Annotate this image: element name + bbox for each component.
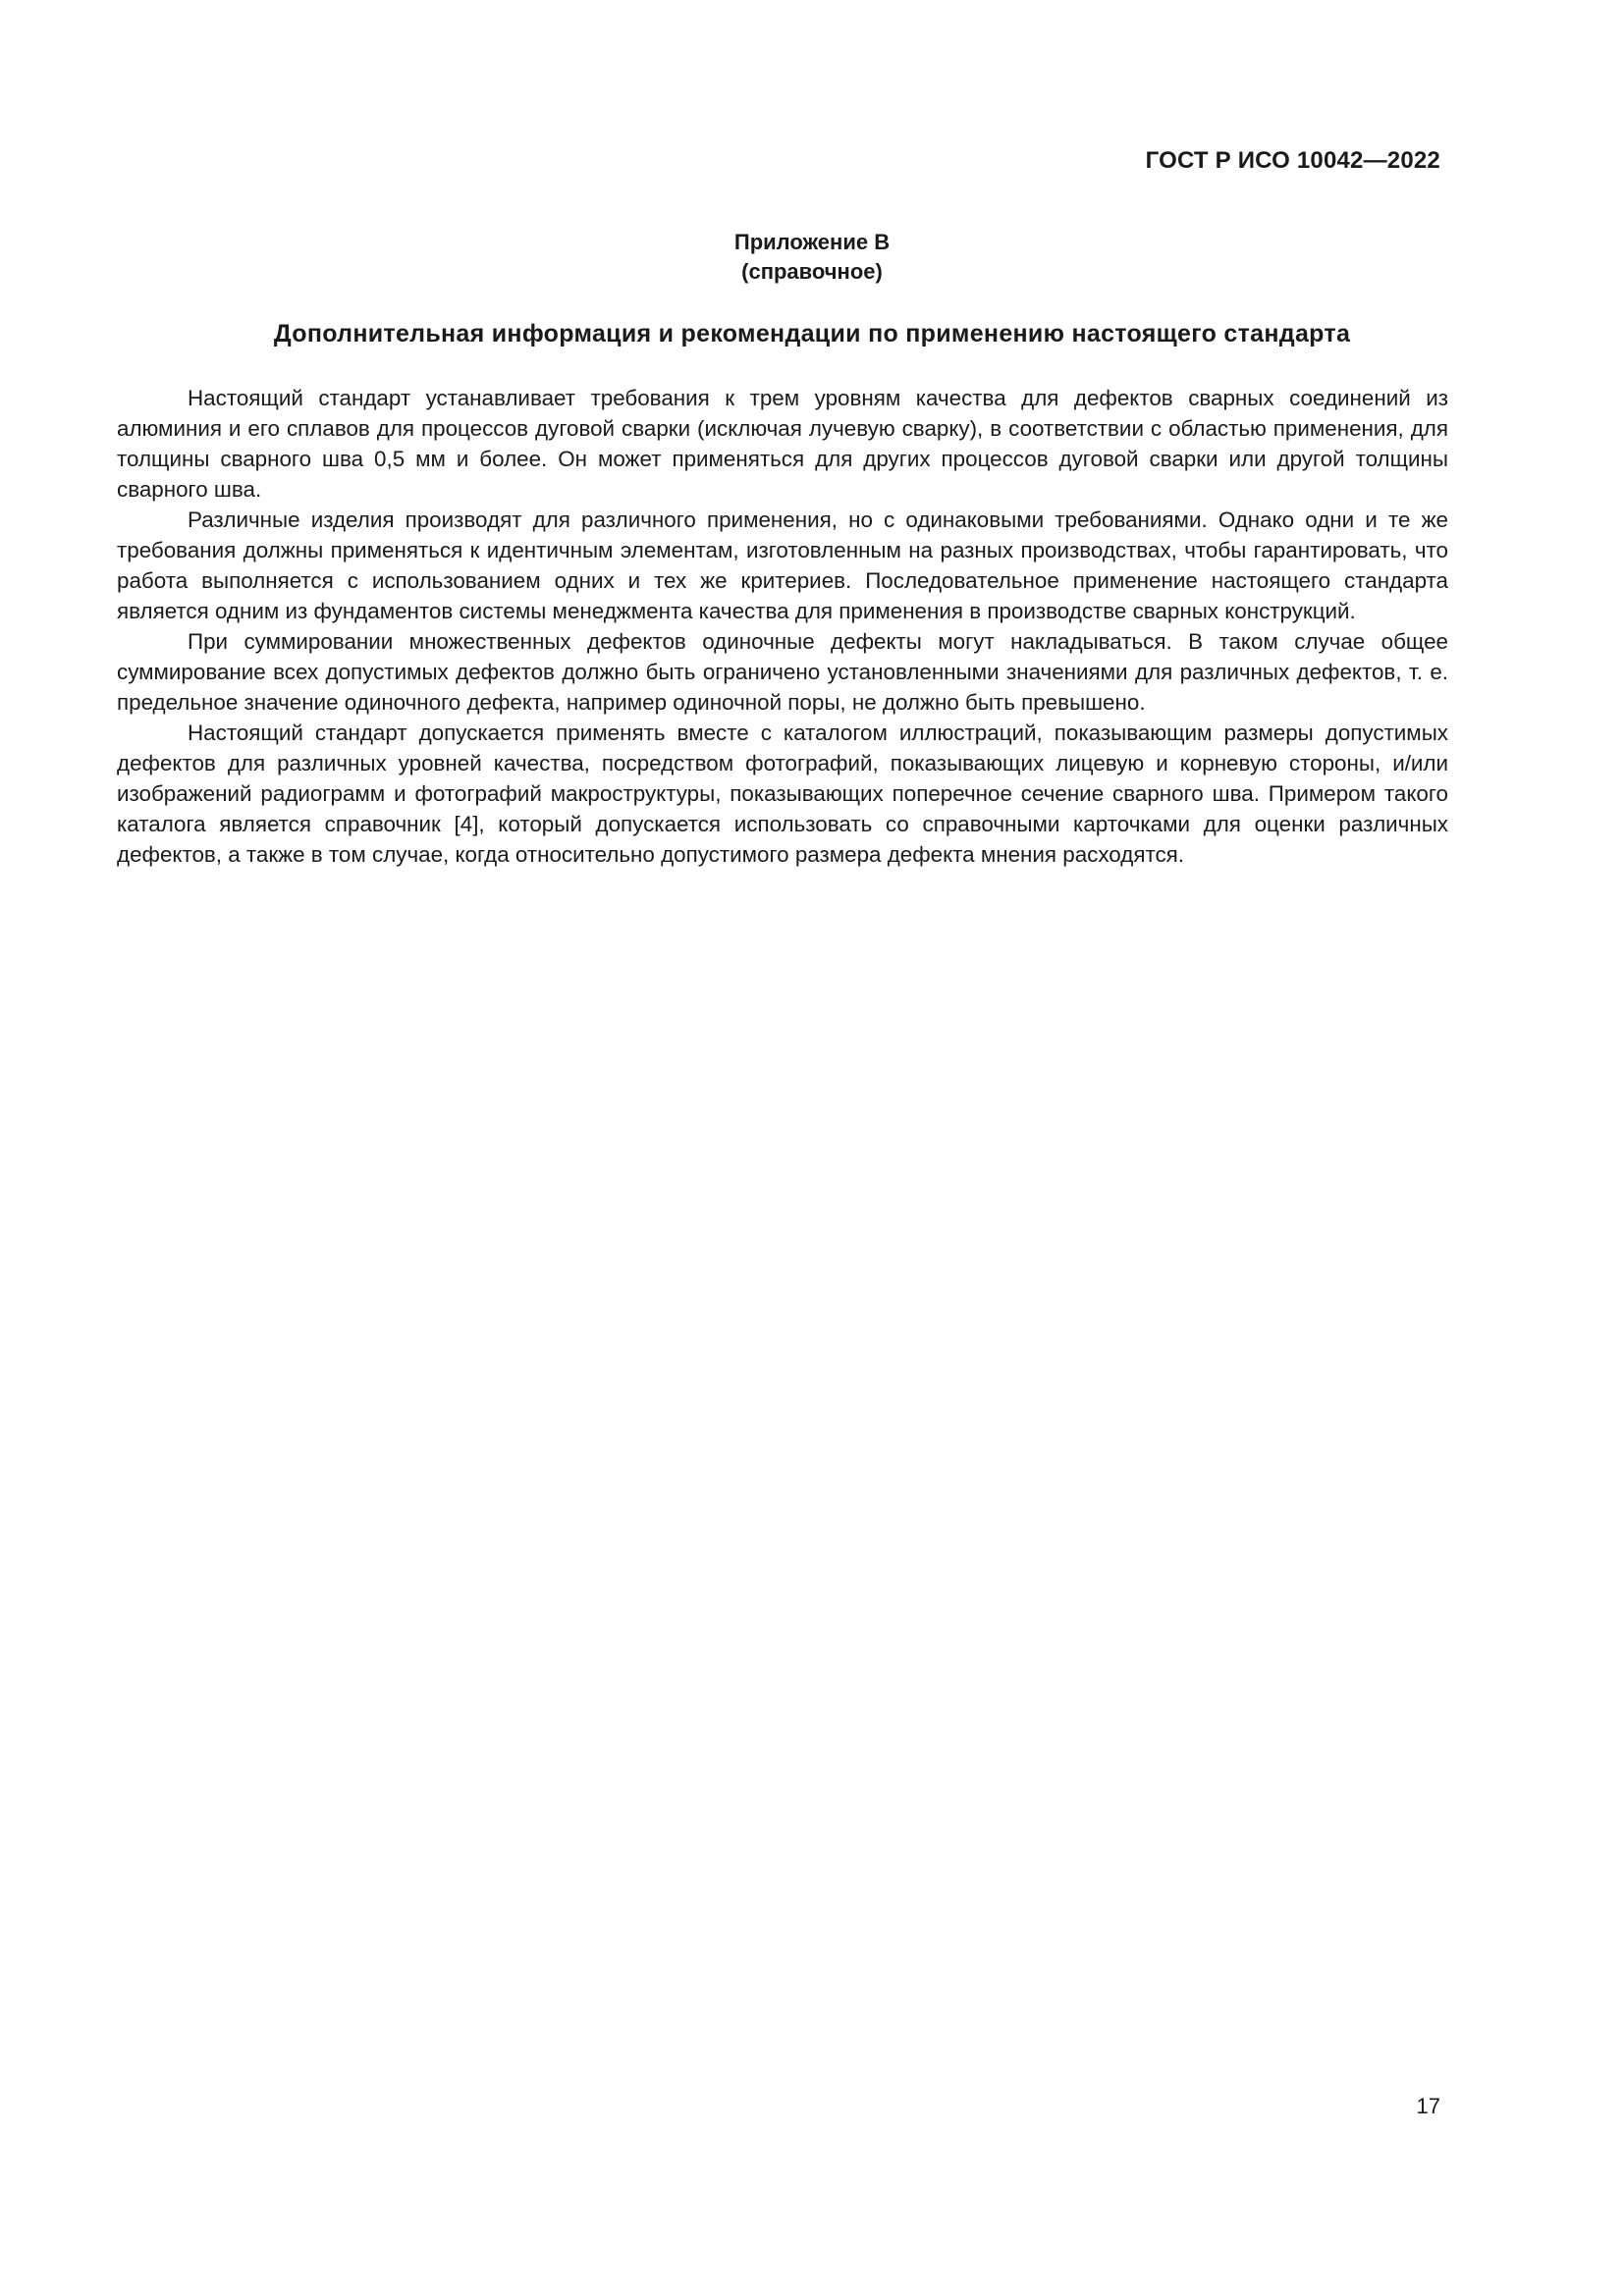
paragraph: При суммировании множественных дефектов одиночные дефекты могут накладываться. В таком случае общее суммирование всех допустимых дефектов должно быть ограничено установленными значениями для различных дефектов, т. е. предельное значение одиночного дефекта, например одиночной поры, не должно быть превышено. [117,629,1448,715]
paragraph: Настоящий стандарт устанавливает требования к трем уровням качества для дефектов сварных соединений из алюминия и его сплавов для процессов дуговой сварки (исключая лучевую сварку), в соответствии с областью применения, для толщины сварного шва 0,5 мм и более. Он может применяться для других процессов дуговой сварки или другой толщины сварного шва. [117,386,1448,502]
section-title: Дополнительная информация и рекомендации по применению настоящего стандарта [273,320,1351,347]
standard-designation: ГОСТ Р ИСО 10042—2022 [1145,147,1440,174]
annex-title: Приложение В [733,230,891,254]
body-text [117,383,1448,870]
paragraph: Различные изделия производят для различного применения, но с одинаковыми требованиями. Однако одни и те же требования должны применяться к идентичным элементам, изготовленным на разных производствах, чтобы гарантировать, что работа выполняется с использованием одних и тех же критериев. Последовательное применение настоящего стандарта является одним из фундаментов системы менеджмента качества для применения в производстве сварных конструкций. [117,507,1448,623]
annex-heading [0,228,1624,287]
annex-status: (справочное) [741,259,883,284]
paragraph: Настоящий стандарт допускается применять вместе с каталогом иллюстраций, показывающим размеры допустимых дефектов для различных уровней качества, посредством фотографий, показывающих лицевую и корневую стороны, и/или изображений радиограмм и фотографий макроструктуры, показывающих поперечное сечение сварного шва. Примером такого каталога является справочник [4], который допускается использовать со справочными карточками для оценки различных дефектов, а также в том случае, когда относительно допустимого размера дефекта мнения расходятся. [117,721,1448,867]
page-number: 17 [1416,2094,1440,2118]
